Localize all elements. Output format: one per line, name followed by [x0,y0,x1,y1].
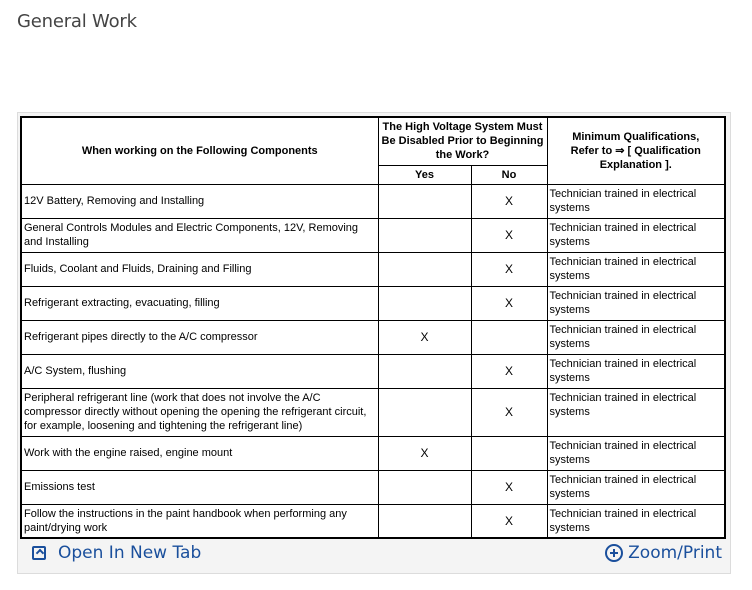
component-cell: Refrigerant pipes directly to the A/C compressor [21,320,378,354]
yes-cell [378,184,471,218]
table-row [21,252,725,286]
work-table-container [20,116,724,538]
work-table [20,116,726,539]
header-components: When working on the Following Components [21,117,378,184]
zoom-print-label: Zoom/Print [628,543,722,563]
qualification-cell: Technician trained in electrical systems [547,252,725,286]
qualification-cell: Technician trained in electrical systems [547,504,725,538]
component-cell: Refrigerant extracting, evacuating, filling [21,286,378,320]
table-row [21,354,725,388]
yes-cell: X [378,436,471,470]
qualification-cell: Technician trained in electrical systems [547,320,725,354]
component-cell: Fluids, Coolant and Fluids, Draining and Filling [21,252,378,286]
no-cell [471,436,547,470]
yes-cell [378,252,471,286]
no-cell: X [471,286,547,320]
yes-cell [378,470,471,504]
no-cell: X [471,184,547,218]
table-row [21,184,725,218]
yes-cell [378,354,471,388]
qualification-cell: Technician trained in electrical systems [547,436,725,470]
qualification-cell: Technician trained in electrical systems [547,184,725,218]
header-hv-system: The High Voltage System Must Be Disabled Prior to Beginning the Work? [378,117,547,165]
component-cell: A/C System, flushing [21,354,378,388]
qualification-cell: Technician trained in electrical systems [547,470,725,504]
table-row [21,218,725,252]
open-in-new-tab-label: Open In New Tab [58,543,202,563]
open-new-tab-icon [32,546,46,560]
qualification-cell: Technician trained in electrical systems [547,218,725,252]
open-in-new-tab-link[interactable] [32,543,201,563]
no-cell [471,320,547,354]
qualification-cell: Technician trained in electrical systems [547,354,725,388]
yes-cell [378,388,471,436]
zoom-print-link[interactable] [605,543,722,563]
component-cell: Emissions test [21,470,378,504]
no-cell: X [471,354,547,388]
table-row [21,436,725,470]
yes-cell [378,218,471,252]
header-no: No [471,165,547,184]
component-cell: General Controls Modules and Electric Components, 12V, Removing and Installing [21,218,378,252]
no-cell: X [471,218,547,252]
table-row [21,504,725,538]
table-row [21,320,725,354]
yes-cell [378,286,471,320]
yes-cell: X [378,320,471,354]
yes-cell [378,504,471,538]
zoom-plus-icon [605,544,623,562]
no-cell: X [471,252,547,286]
qualification-cell: Technician trained in electrical systems [547,286,725,320]
component-cell: Work with the engine raised, engine mount [21,436,378,470]
qualification-cell: Technician trained in electrical systems [547,388,725,436]
component-cell: Follow the instructions in the paint handbook when performing any paint/drying work [21,504,378,538]
table-row [21,286,725,320]
header-qualifications: Minimum Qualifications, Refer to ⇒ [ Qualification Explanation ]. [547,117,725,184]
no-cell: X [471,504,547,538]
table-row [21,388,725,436]
component-cell: 12V Battery, Removing and Installing [21,184,378,218]
header-yes: Yes [378,165,471,184]
page-title: General Work [17,11,137,32]
component-cell: Peripheral refrigerant line (work that does not involve the A/C compressor directly without opening the opening the refrigerant circuit, for example, loosening and tightening the refrigerant line) [21,388,378,436]
table-row [21,470,725,504]
no-cell: X [471,388,547,436]
no-cell: X [471,470,547,504]
